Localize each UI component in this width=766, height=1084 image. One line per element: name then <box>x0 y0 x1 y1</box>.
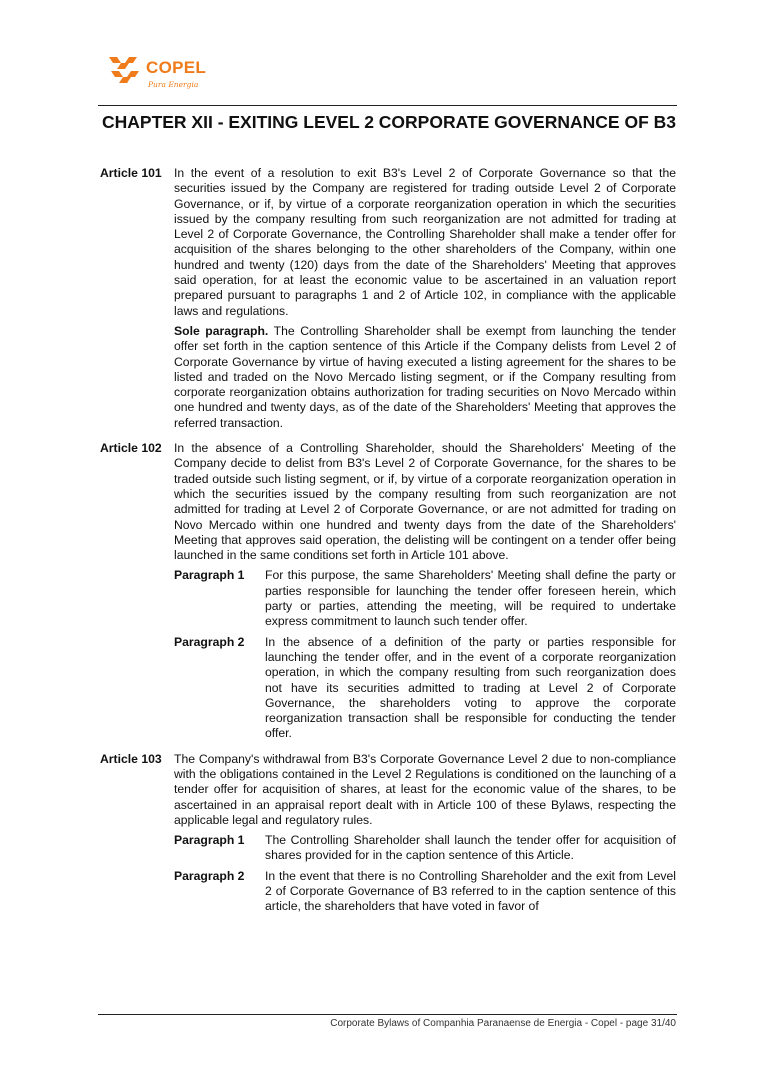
article-body <box>174 166 676 436</box>
footer-divider <box>98 1014 677 1015</box>
paragraph-2 <box>174 635 676 742</box>
article-101 <box>100 166 676 436</box>
paragraph-label: Paragraph 1 <box>174 833 245 848</box>
paragraph-2 <box>174 869 676 915</box>
article-102 <box>100 441 676 747</box>
header-divider <box>98 105 677 106</box>
article-text: The Company's withdrawal from B3's Corporate Governance Level 2 due to non-compliance with the obligations contained in the Level 2 Regulations is conditioned on the launching of a tender offer for acquisition of shares, at least for the economic value of the shares, to be ascertained in an appraisal report dealt with in Article 100 of these Bylaws, respecting the applicable legal and regulatory rules. <box>174 751 676 827</box>
logo-wordmark: COPEL <box>146 58 207 77</box>
paragraph-1 <box>174 568 676 629</box>
sole-paragraph-text: The Controlling Shareholder shall be exempt from launching the tender offer set forth in the caption sentence of this Article if the Company delists from Level 2 of Corporate Governance by virtue of having executed a listing agreement for the shares to be listed and traded on the Novo Mercado listing segment, or if the Company resulting from corporate reorganization obtains authorization for trading securities on Novo Mercado within one hundred and twenty days, as of the date of the Shareholders' Meeting that approves the referred transaction. <box>174 323 677 430</box>
document-body <box>100 166 676 925</box>
article-text: In the absence of a Controlling Shareholder, should the Shareholders' Meeting of the Company decide to delist from B3's Level 2 of Corporate Governance, for the shares to be traded outside such listing segment, or if, by virtue of a corporate reorganization operation in which the securities issued by the company resulting from such reorganization are not admitted for trading at Level 2 of Corporate Governance, or are not admitted for trading on Novo Mercado within one hundred and twenty days from the date of the Shareholders' Meeting that approves said operation, the delisting will be contingent on a tender offer being launched in the same conditions set forth in Article 101 above. <box>174 441 676 563</box>
article-body <box>174 441 676 747</box>
sole-paragraph <box>174 324 676 431</box>
page-footer: Corporate Bylaws of Companhia Paranaense de Energia - Copel - page 31/40 <box>330 1018 676 1029</box>
article-label: Article 102 <box>100 441 162 456</box>
chapter-title: CHAPTER XII - EXITING LEVEL 2 CORPORATE GOVERNANCE OF B3 <box>101 112 676 132</box>
paragraph-text: In the absence of a definition of the party or parties responsible for launching the tender offer, and in the event of a corporate reorganization operation, in which the company resulting from such reorganization does not have its securities admitted to trading at Level 2 of Corporate Governance, the shareholders voting to approve the corporate reorganization transaction shall be responsible for conducting the tender offer. <box>265 634 676 741</box>
article-text: In the event of a resolution to exit B3's Level 2 of Corporate Governance so that the securities issued by the Company are registered for trading outside Level 2 of Corporate Governance, or if, by virtue of a corporate reorganization operation in which the securities issued by the company resulting from such reorganization are not admitted for trading at Level 2 of Corporate Governance, the Controlling Shareholder shall make a tender offer for acquisition of the shares belonging to the other shareholders of the Company, within one hundred and twenty (120) days from the date of the Shareholders' Meeting that approves said operation, for at least the economic value to be ascertained in an valuation report prepared pursuant to paragraphs 1 and 2 of Article 102, in compliance with the applicable laws and regulations. <box>174 166 676 318</box>
article-label: Article 101 <box>100 166 162 180</box>
copel-logo <box>108 54 228 94</box>
paragraph-label: Paragraph 2 <box>174 634 245 649</box>
article-103 <box>100 752 676 920</box>
paragraph-text: For this purpose, the same Shareholders' Meeting shall define the party or parties responsible for launching the tender offer foreseen herein, which party or parties, attending the meeting, will be required to undertake express commitment to launch such tender offer. <box>265 568 676 629</box>
copel-logo-mark-icon <box>108 54 142 86</box>
logo-tagline: Pura Energia <box>148 80 199 89</box>
article-body <box>174 752 676 920</box>
paragraph-text: The Controlling Shareholder shall launch the tender offer for acquisition of shares provided for in the caption sentence of this Article. <box>265 833 676 863</box>
paragraph-label: Paragraph 1 <box>174 568 245 583</box>
article-label: Article 103 <box>100 751 162 766</box>
paragraph-1 <box>174 833 676 864</box>
sole-paragraph-label: Sole paragraph. <box>174 323 269 338</box>
paragraph-text: In the event that there is no Controlling Shareholder and the exit from Level 2 of Corporate Governance of B3 referred to in the caption sentence of this article, the shareholders that have voted in favor of <box>265 868 676 914</box>
paragraph-label: Paragraph 2 <box>174 868 245 883</box>
